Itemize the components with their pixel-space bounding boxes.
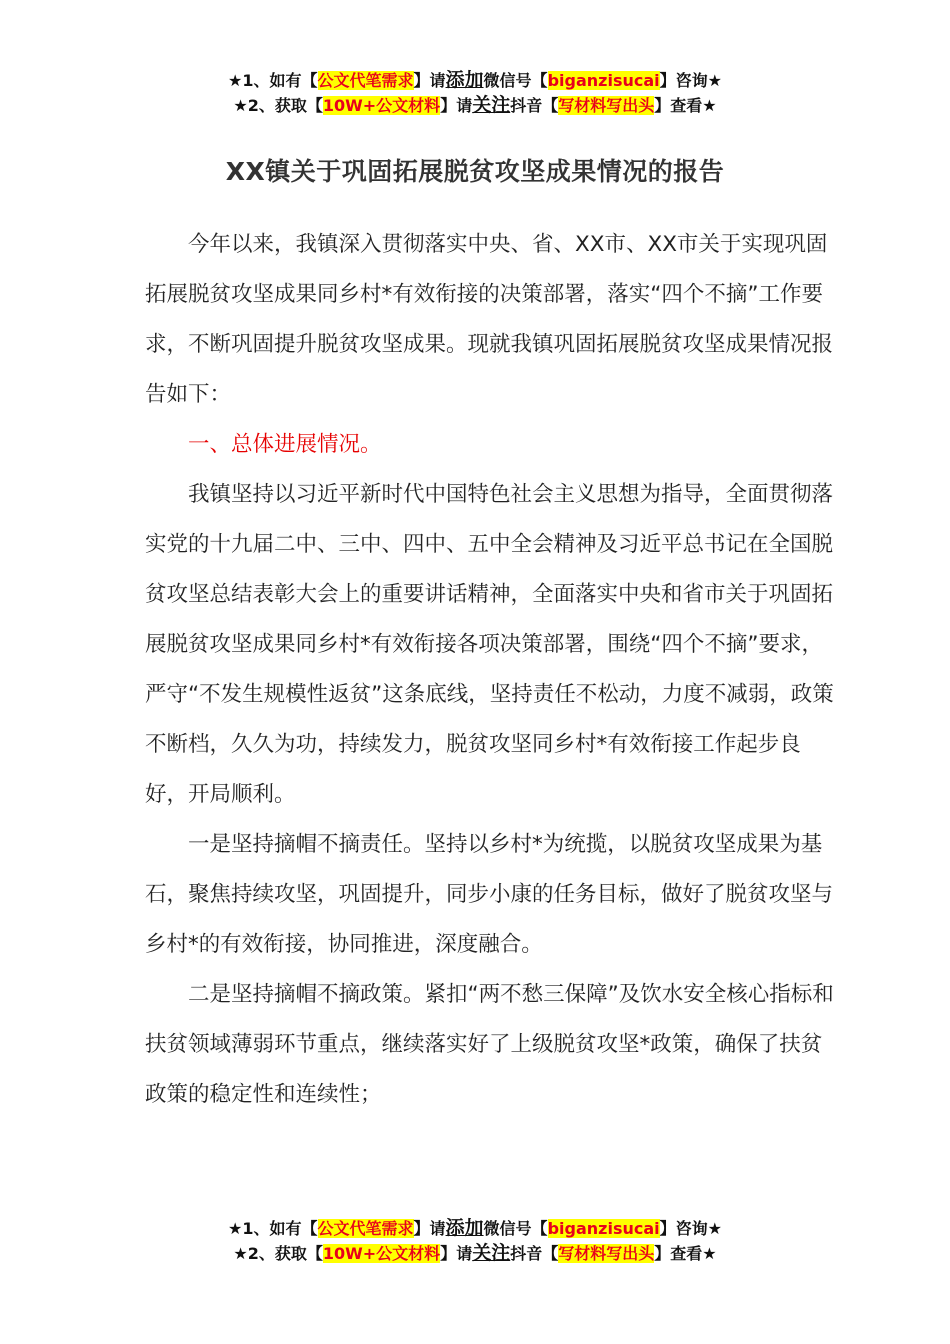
paragraph-intro: 今年以来，我镇深入贯彻落实中央、省、XX市、XX市关于实现巩固拓展脱贫攻坚成果同乡村*有效衔接的决策部署，落实“四个不摘”工作要求，不断巩固提升脱贫攻坚成果。现就我镇巩固拓展脱贫攻坚成果情况报告如下： <box>145 232 834 407</box>
banner-text: 】请 <box>413 1219 446 1238</box>
banner-highlight: biganzisucai <box>547 1219 660 1238</box>
banner-text: 抖音【 <box>510 96 559 115</box>
banner-text: 微信号【 <box>483 71 548 90</box>
banner-highlight: 写材料写出头 <box>558 1244 655 1263</box>
banner-emphasis: 关注 <box>472 94 511 116</box>
paragraph-overview: 我镇坚持以习近平新时代中国特色社会主义思想为指导，全面贯彻落实党的十九届二中、三中、四中、五中全会精神及习近平总书记在全国脱贫攻坚总结表彰大会上的重要讲话精神，全面落实中央和省市关于巩固拓展脱贫攻坚成果同乡村*有效衔接各项决策部署，围绕“四个不摘”要求，严守“不发生规模性返贫”这条底线，坚持责任不松动，力度不减弱，政策不断档，久久为功，持续发力，脱贫攻坚同乡村*有效衔接工作起步良好，开局顺利。 <box>145 482 834 807</box>
banner-line-1 <box>0 68 950 93</box>
document-body <box>145 220 835 1120</box>
banner-highlight: 公文代笔需求 <box>317 71 414 90</box>
paragraph-point-1: 一是坚持摘帽不摘责任。坚持以乡村*为统揽，以脱贫攻坚成果为基石，聚焦持续攻坚，巩固提升，同步小康的任务目标，做好了脱贫攻坚与乡村*的有效衔接，协同推进，深度融合。 <box>145 832 834 957</box>
banner-text: 】咨询★ <box>659 71 722 90</box>
document-title: XX镇关于巩固拓展脱贫攻坚成果情况的报告 <box>225 157 725 186</box>
banner-text: 】咨询★ <box>659 1219 722 1238</box>
banner-line-2 <box>0 93 950 118</box>
banner-text: 】查看★ <box>654 1244 717 1263</box>
banner-text: 】请 <box>440 96 473 115</box>
banner-highlight: 公文代笔需求 <box>317 1219 414 1238</box>
banner-highlight: 10W+公文材料 <box>322 96 441 115</box>
paragraph-point-2: 二是坚持摘帽不摘政策。紧扣“两不愁三保障”及饮水安全核心指标和扶贫领域薄弱环节重点，继续落实好了上级脱贫攻坚*政策，确保了扶贫政策的稳定性和连续性； <box>145 982 834 1107</box>
banner-emphasis: 添加 <box>445 1217 484 1239</box>
banner-text: 】查看★ <box>654 96 717 115</box>
banner-text: ★1、如有【 <box>228 1219 318 1238</box>
banner-text: ★1、如有【 <box>228 71 318 90</box>
footer-banner <box>0 1216 950 1266</box>
banner-emphasis: 关注 <box>472 1242 511 1264</box>
banner-text: 】请 <box>413 71 446 90</box>
banner-line-2 <box>0 1241 950 1266</box>
banner-text: 抖音【 <box>510 1244 559 1263</box>
banner-text: ★2、获取【 <box>233 1244 323 1263</box>
header-banner <box>0 68 950 118</box>
banner-line-1 <box>0 1216 950 1241</box>
banner-text: 】请 <box>440 1244 473 1263</box>
banner-text: 微信号【 <box>483 1219 548 1238</box>
section-heading: 一、总体进展情况。 <box>188 432 382 457</box>
banner-emphasis: 添加 <box>445 69 484 91</box>
banner-text: ★2、获取【 <box>233 96 323 115</box>
banner-highlight: 写材料写出头 <box>558 96 655 115</box>
banner-highlight: biganzisucai <box>547 71 660 90</box>
banner-highlight: 10W+公文材料 <box>322 1244 441 1263</box>
